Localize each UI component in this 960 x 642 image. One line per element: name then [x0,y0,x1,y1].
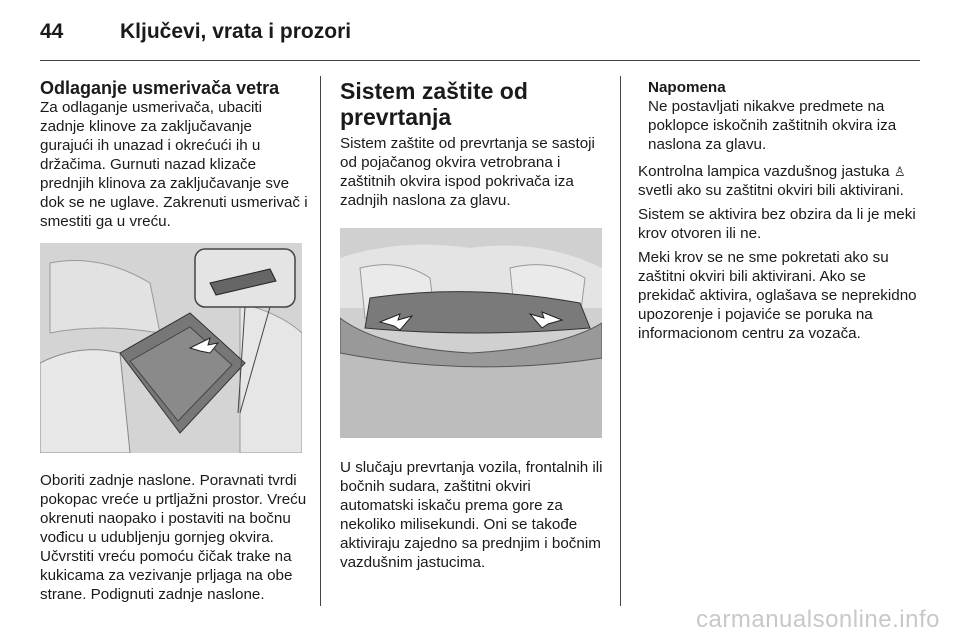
paragraph-system-active: Sistem se aktivira bez obzira da li je meki krov otvoren ili ne. [638,206,916,242]
column-notes [638,78,920,343]
column-rollover-protection [340,78,605,572]
paragraph-rollover-activation: U slučaju prevrtanja vozila, frontalnih ili bočnih sudara, zaštitni okviri automatski iskaču prema gore za nekoliko milisekundi. Oni se takođe aktiviraju zajedno sa prednjim i bočnim vazdušnim jastucima. [340,459,603,571]
section-heading-rollover: Sistem zaštite od prevrtanja [340,78,528,130]
illustration-deflector-bag [40,243,302,453]
page-header [40,18,920,58]
page-number: 44 [40,20,64,43]
column-divider-1 [320,76,321,606]
illustration-rollover-bars [340,228,602,438]
column-divider-2 [620,76,621,606]
column-wind-deflector [40,78,308,604]
airbag-lamp-text-after: svetli ako su zaštitni okviri bili aktivirani. [638,182,904,199]
note-text: Ne postavljati nikakve predmete na poklopce iskočnih zaštitnih okvira iza naslona za glavu. [648,98,897,153]
page-title: Ključevi, vrata i prozori [120,20,352,43]
paragraph-stow-deflector: Za odlaganje usmerivača, ubaciti zadnje klinove za zaključavanje gurajući ih unazad i okrećući ih u držačima. Gurnuti nazad klizače prednjih klinova za zaključavanje sve dok se ne uglave. Zakrenuti usmerivač i smestiti ga u vreću. [40,99,308,230]
paragraph-rollover-system: Sistem zaštite od prevrtanja se sastoji od pojačanog okvira vetrobrana i zaštitnih okvira ispod pokrivača iza zadnjih naslona za glavu. [340,135,595,209]
paragraph-soft-top-warning: Meki krov se ne sme pokretati ako su zaštitni okviri bili aktivirani. Ako se prekidač aktivira, oglašava se neprekidno upozorenje i pojaviće se poruka na informacionom centru za vozača. [638,249,917,342]
airbag-lamp-text-before: Kontrolna lampica vazdušnog jastuka [638,163,890,180]
watermark: carmanualsonline.info [696,606,940,633]
header-divider [40,60,920,61]
section-heading-wind-deflector: Odlaganje usmerivača vetra [40,78,280,98]
paragraph-airbag-lamp [638,162,920,200]
airbag-warning-icon: ♙ [893,164,906,179]
paragraph-fold-seats: Oboriti zadnje naslone. Poravnati tvrdi pokopac vreće u prtljažni prostor. Vreću okrenuti naopako i postaviti na bočnu vođicu u udubljenju gornjeg okvira. Učvrstiti vreću pomoću čičak trake na kukicama za vezivanje prljaga na obe strane. Podignuti zadnje naslone. [40,472,307,603]
note-heading: Napomena [648,79,726,96]
